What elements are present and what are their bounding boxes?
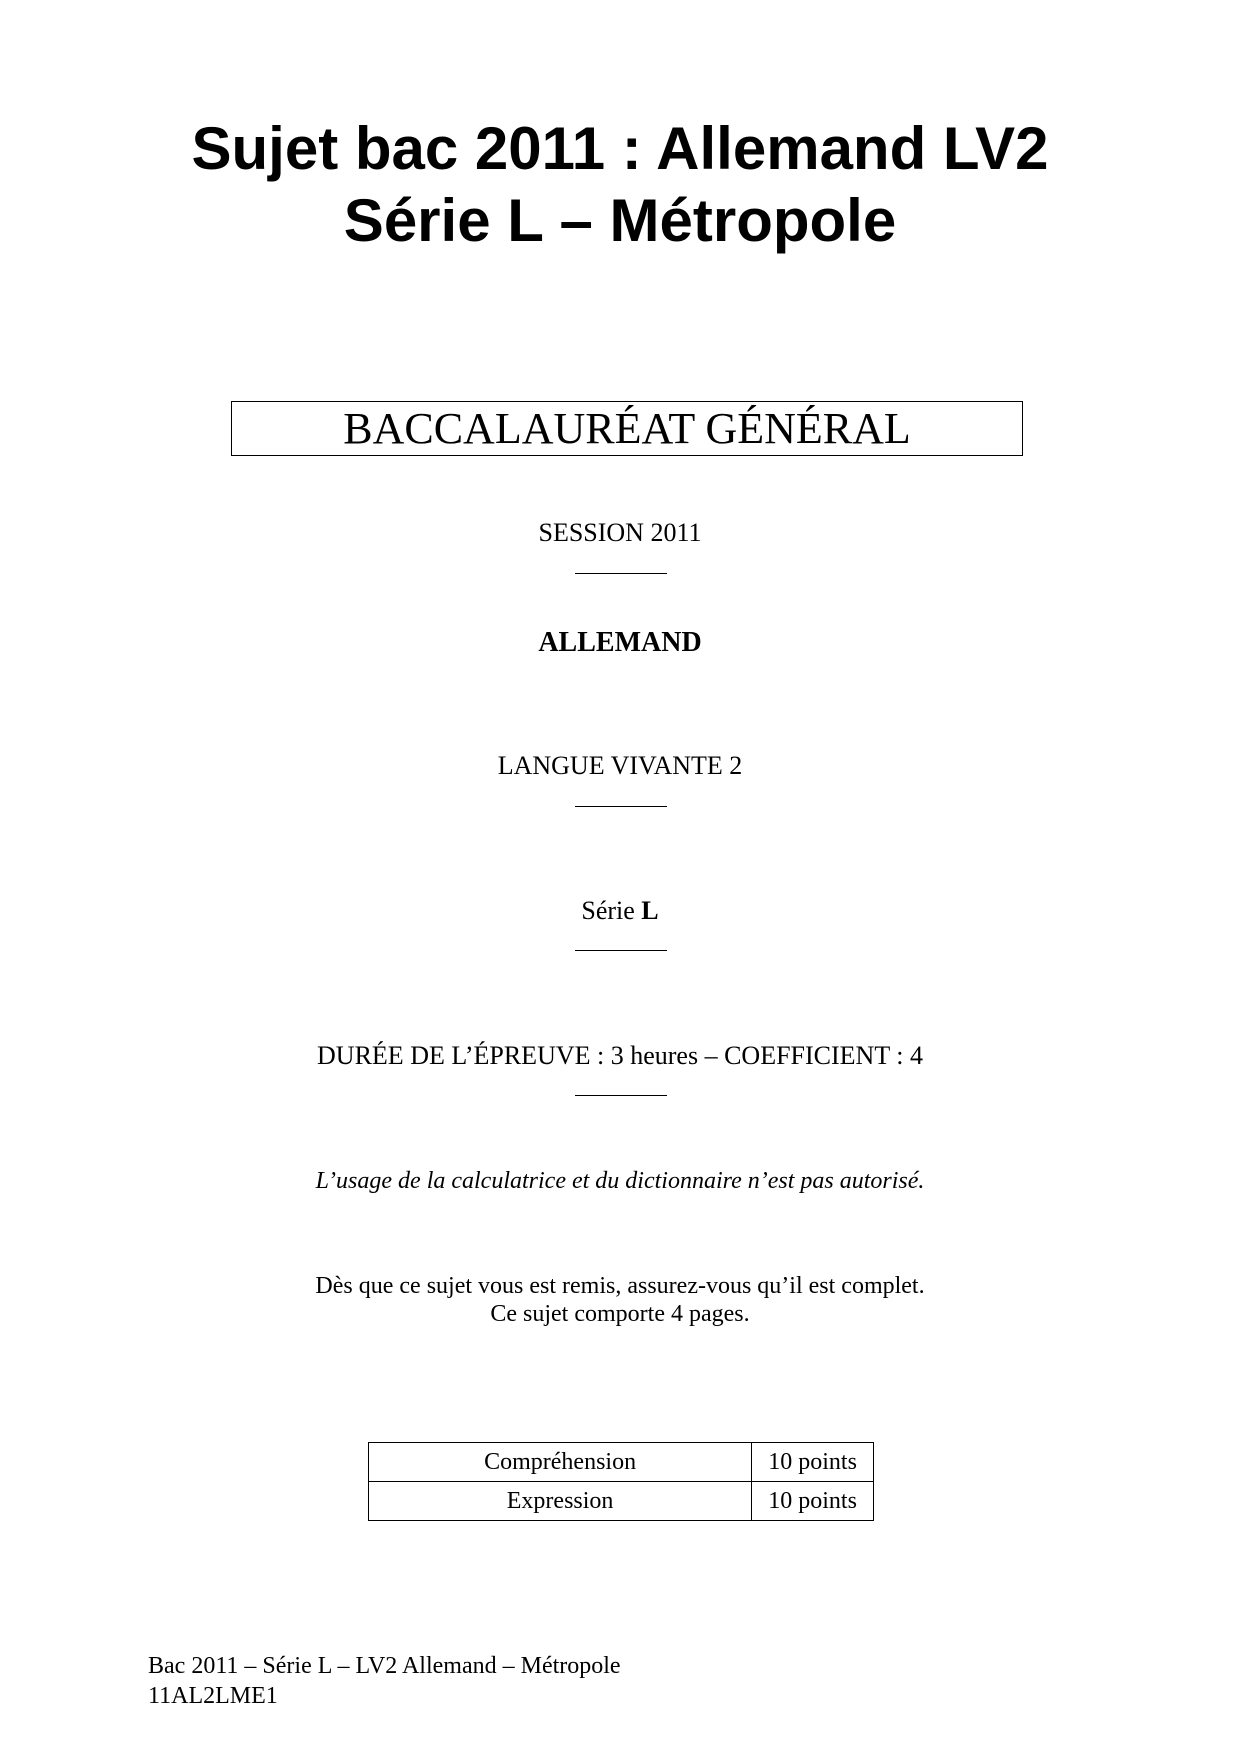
footer-line1: Bac 2011 – Série L – LV2 Allemand – Métropole — [148, 1653, 621, 1679]
points-cell: 10 points — [752, 1482, 874, 1521]
baccalaureat-box: BACCALAURÉAT GÉNÉRAL — [231, 401, 1023, 456]
table-row — [369, 1443, 874, 1482]
subject-text: ALLEMAND — [538, 627, 702, 658]
serie-letter: L — [641, 896, 659, 925]
divider-rule — [575, 950, 667, 951]
language-text: LANGUE VIVANTE 2 — [497, 751, 743, 780]
divider-rule — [575, 1095, 667, 1096]
serie-prefix: Série — [581, 896, 642, 925]
completeness-line2: Ce sujet comporte 4 pages. — [490, 1301, 750, 1327]
footer-code: 11AL2LME1 — [148, 1683, 278, 1709]
table-row — [369, 1482, 874, 1521]
serie-line — [0, 895, 1240, 927]
section-cell: Compréhension — [369, 1443, 752, 1482]
session-text: SESSION 2011 — [538, 518, 702, 547]
divider-rule — [575, 573, 667, 574]
section-cell: Expression — [369, 1482, 752, 1521]
points-cell: 10 points — [752, 1443, 874, 1482]
scoring-table — [368, 1442, 874, 1521]
duration-text: DURÉE DE L’ÉPREUVE : 3 heures – COEFFICIENT : 4 — [317, 1041, 923, 1070]
completeness-line1: Dès que ce sujet vous est remis, assurez-vous qu’il est complet. — [315, 1273, 925, 1299]
divider-rule — [575, 806, 667, 807]
calculator-notice: L’usage de la calculatrice et du dictionnaire n’est pas autorisé. — [315, 1168, 925, 1194]
page-title-line1: Sujet bac 2011 : Allemand LV2 — [191, 115, 1049, 182]
page-title-line2: Série L – Métropole — [343, 187, 897, 254]
